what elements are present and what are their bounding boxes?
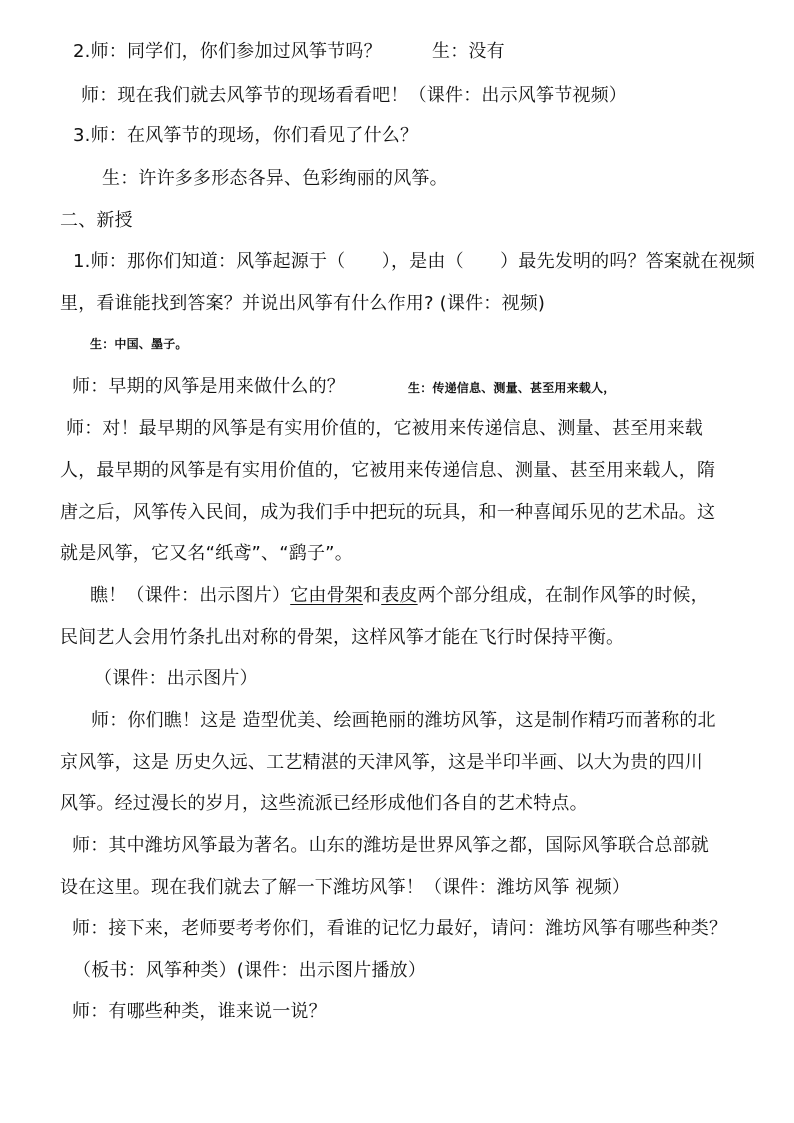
text-segment: 瞧！（课件：出示图片）: [90, 585, 291, 606]
underlined-term: 表皮: [381, 585, 418, 606]
text-line: 唐之后，风筝传入民间，成为我们手中把玩的玩具，和一种喜闻乐见的艺术品。这: [60, 502, 716, 523]
text-line: 师：接下来，老师要考考你们，看谁的记忆力最好，请问：潍坊风筝有哪些种类？: [72, 918, 728, 939]
text-line: 师：现在我们就去风筝节的现场看看吧！（课件：出示风筝节视频）: [81, 85, 627, 106]
section-heading: 二、新授: [60, 210, 133, 231]
text-line: （板书：风筝种类）(课件：出示图片播放）: [73, 960, 427, 981]
text-line: 师：你们瞧！这是 造型优美、绘画艳丽的潍坊风筝，这是制作精巧而著称的北: [91, 710, 716, 731]
text-line: 设在这里。现在我们就去了解一下潍坊风筝！（课件：潍坊风筝 视频）: [60, 877, 631, 898]
text-line: 里，看谁能找到答案？并说出风筝有什么作用? (课件：视频): [60, 293, 546, 314]
text-line: 3.师：在风筝节的现场，你们看见了什么？: [73, 125, 419, 146]
text-line: 师：对！最早期的风筝是有实用价值的，它被用来传递信息、测量、甚至用来载: [66, 418, 703, 439]
text-segment: 两个部分组成，在制作风筝的时候，: [417, 585, 709, 606]
text-line: 师：其中潍坊风筝最为著名。山东的潍坊是世界风筝之都，国际风筝联合总部就: [72, 835, 709, 856]
text-line: [90, 584, 709, 608]
underlined-term: 它由骨架: [290, 585, 364, 606]
text-line: 生：传递信息、测量、甚至用来载人，: [408, 381, 616, 395]
text-line: 人，最早期的风筝是有实用价值的，它被用来传递信息、测量、甚至用来载人，隋: [60, 460, 716, 481]
text-line: 师：有哪些种类，谁来说一说？: [72, 1001, 327, 1022]
text-line: 就是风筝，它又名“纸鸢”、“鹞子”。: [60, 543, 353, 564]
text-line: 2.师：同学们，你们参加过风筝节吗？: [73, 41, 382, 62]
text-line: 民间艺人会用竹条扎出对称的骨架，这样风筝才能在飞行时保持平衡。: [60, 627, 625, 648]
text-line: （课件：出示图片）: [94, 668, 258, 689]
text-line: 京风筝，这是 历史久远、工艺精湛的天津风筝，这是半印半画、以大为贵的四川: [60, 752, 703, 773]
text-line: 1.师：那你们知道：风筝起源于（ ），是由（ ）最先发明的吗？答案就在视频: [73, 251, 755, 272]
text-line: 风筝。经过漫长的岁月，这些流派已经形成他们各自的艺术特点。: [60, 793, 588, 814]
text-line: 生：许许多多形态各异、色彩绚丽的风筝。: [102, 168, 448, 189]
text-line: 师：早期的风筝是用来做什么的？: [72, 376, 345, 397]
text-segment: 和: [363, 585, 382, 606]
text-line: 生：没有: [432, 41, 505, 62]
text-line: 生：中国、墨子。: [90, 337, 188, 351]
